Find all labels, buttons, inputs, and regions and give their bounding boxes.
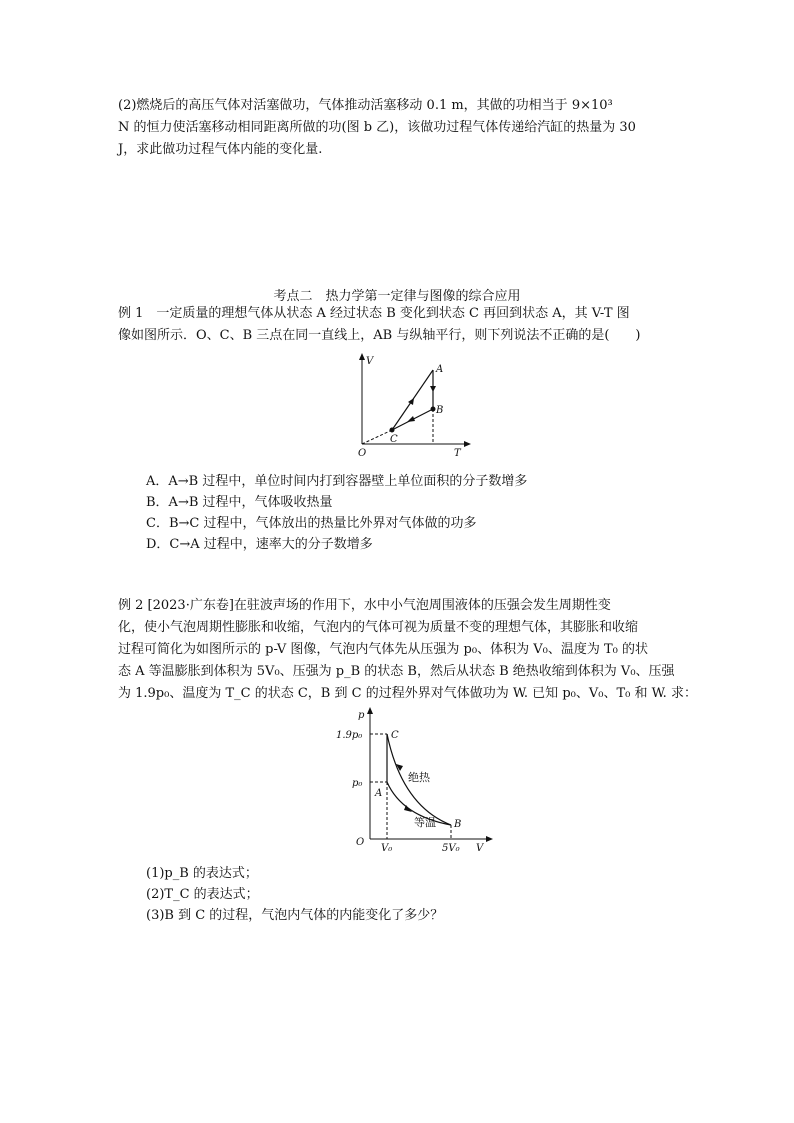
vt-dashed-oc — [362, 430, 392, 444]
pv-label-c: C — [391, 730, 399, 741]
example2-line-5: 为 1.9p₀、温度为 T_C 的状态 C，B 到 C 的过程外界对气体做功为 W. 已知 p₀、V₀、T₀ 和 W. 求： — [118, 686, 697, 701]
example2-line-1: 例 2 [2023·广东卷]在驻波声场的作用下，水中小气泡周围液体的压强会发生周期性变 — [118, 598, 611, 613]
example2-line-2: 化，使小气泡周期性膨胀和收缩，气泡内的气体可视为质量不变的理想气体，其膨胀和收缩 — [118, 620, 639, 635]
pv-label-isothermal: 等温 — [414, 816, 436, 829]
part2-line-2: N 的恒力使活塞移动相同距离所做的功(图 b 乙)，该做功过程气体传递给汽缸的热量为 30 — [118, 120, 636, 135]
pv-diagram — [330, 706, 500, 856]
example1-line-1: 例 1 一定质量的理想气体从状态 A 经过状态 B 变化到状态 C 再回到状态 A，其 V-T 图 — [118, 306, 630, 321]
example2-question-1: (1)p_B 的表达式； — [146, 866, 258, 881]
example2-line-4: 态 A 等温膨胀到体积为 5V₀、压强为 p_B 的状态 B，然后从状态 B 绝热收缩到体积为 V₀、压强 — [118, 664, 675, 679]
vt-arrow-bc — [407, 416, 415, 422]
example1-option-d: D．C→A 过程中，速率大的分子数增多 — [146, 537, 373, 552]
example2-question-2: (2)T_C 的表达式； — [146, 887, 259, 902]
example1-line-2: 像如图所示．O、C、B 三点在同一直线上，AB 与纵轴平行，则下列说法不正确的是( ) — [118, 328, 641, 343]
pv-tick-p0: p₀ — [352, 778, 363, 789]
pv-label-o: O — [356, 837, 365, 848]
pv-label-adiabatic: 绝热 — [408, 771, 430, 784]
pv-tick-5v0: 5V₀ — [442, 843, 460, 854]
pv-label-v: V — [476, 843, 484, 854]
example1-option-b: B．A→B 过程中，气体吸收热量 — [146, 495, 333, 510]
example2-question-3: (3)B 到 C 的过程，气泡内气体的内能变化了多少？ — [146, 908, 444, 923]
pv-label-a: A — [375, 788, 383, 799]
pv-tick-19p0: 1.9p₀ — [336, 730, 363, 741]
vt-label-c: C — [390, 434, 398, 445]
vt-arrow-ca — [408, 398, 414, 405]
section-title: 考点二 热力学第一定律与图像的综合应用 — [273, 289, 521, 304]
vt-point-c — [390, 428, 395, 433]
example2-line-3: 过程可简化为如图所示的 p-V 图像，气泡内气体先从压强为 p₀、体积为 V₀、温度为 T₀ 的状 — [118, 642, 648, 657]
vt-point-b — [431, 407, 436, 412]
vt-label-o: O — [358, 448, 367, 459]
vt-label-a: A — [436, 364, 444, 375]
example1-option-c: C．B→C 过程中，气体放出的热量比外界对气体做的功多 — [146, 516, 477, 531]
pv-label-b: B — [454, 819, 462, 830]
part2-line-3: J，求此做功过程气体内能的变化量. — [118, 142, 323, 157]
part2-line-1: (2)燃烧后的高压气体对活塞做功，气体推动活塞移动 0.1 m，其做的功相当于 9×10³ — [118, 98, 613, 113]
vt-label-t: T — [454, 448, 461, 459]
vt-label-v: V — [366, 356, 374, 367]
vt-label-b: B — [436, 405, 444, 416]
vt-diagram — [350, 352, 510, 462]
pv-tick-v0: V₀ — [381, 843, 393, 854]
pv-label-p: p — [358, 710, 365, 721]
example1-option-a: A．A→B 过程中，单位时间内打到容器壁上单位面积的分子数增多 — [146, 474, 528, 489]
vt-arrow-ab — [430, 386, 436, 392]
